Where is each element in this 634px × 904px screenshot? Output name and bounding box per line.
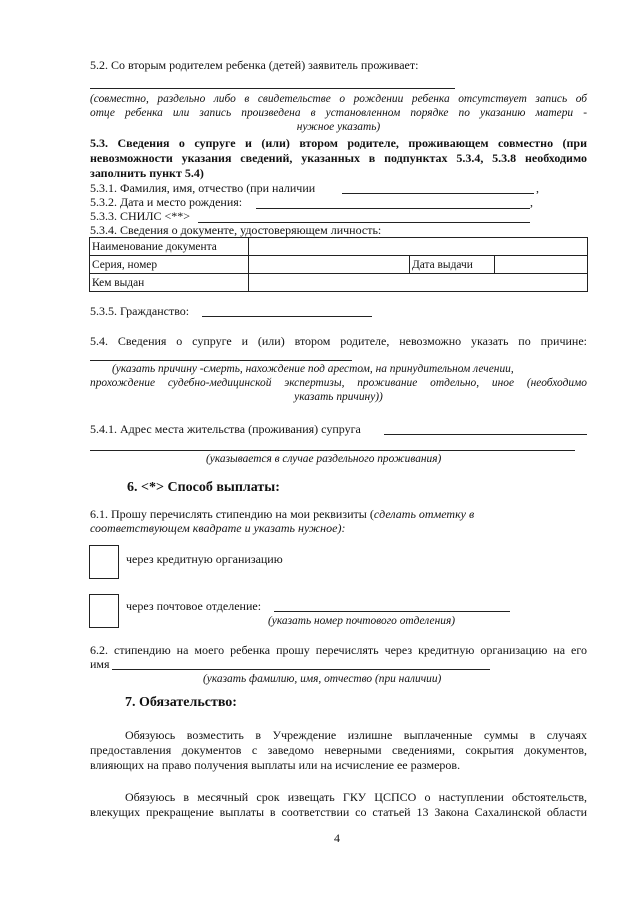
post-option-label: через почтовое отделение: [126,599,262,613]
citizenship-label: 5.3.5. Гражданство: [90,304,190,318]
fio-comma: , [536,181,539,195]
s54-label: 5.4. Сведения о супруге и (или) втором родителе, невозможно указать по причине: [90,334,587,348]
s7-heading: 7. Обязательство: [125,695,237,710]
s54-hint-line3: указать причину)) [294,391,383,403]
birth-label: 5.3.2. Дата и место рождения: [90,195,243,209]
birth-comma: , [530,195,533,209]
doc-label: 5.3.4. Сведения о документе, удостоверяющем личность: [90,223,382,237]
address-field-line2[interactable] [90,450,575,451]
p61-plain: 6.1. Прошу перечислять стипендию на мои реквизиты ( [90,507,374,521]
doc-name-cell[interactable] [249,238,588,256]
doc-name-label: Наименование документа [90,238,249,256]
child-name-field[interactable] [112,669,490,670]
s54-hint-line1: (указать причину -смерть, нахождение под арестом, на принудительном лечении, [112,363,514,375]
s7-p2-line1: Обязуюсь в месячный срок извещать ГКУ ЦСПСО о наступлении обстоятельств, [125,790,587,804]
s52-hint-line1: (совместно, раздельно либо в свидетельстве о рождении ребенка отсутствует запись об [90,93,587,105]
fio-label: 5.3.1. Фамилия, имя, отчество (при наличии [90,181,316,195]
p61-italic: сделать отметку в [373,507,475,521]
s53-heading-line2: невозможности указания сведений, указанных в подпунктах 5.3.4, 5.3.8 необходимо [90,151,587,165]
s52-label: 5.2. Со вторым родителем ребенка (детей) заявитель проживает: [90,58,419,72]
post-option-checkbox[interactable] [89,594,119,628]
s7-p1-line3: влияющих на право получения выплаты или на исчисление ее размеров. [90,758,461,772]
snils-label: 5.3.3. СНИЛС <**> [90,209,191,223]
s54-reason-field[interactable] [90,360,352,361]
s7-p2-line2: влекущих прекращение выплаты в соответствии со статьей 13 Закона Сахалинской области [90,805,587,819]
table-row [90,274,588,292]
s54-hint-line2: прохождение судебно-медицинской экспертизы, проживание отдельно, иное (необходимо [90,377,587,389]
s6-heading: 6. <*> Способ выплаты: [127,480,280,495]
s53-heading-line3: заполнить пункт 5.4) [90,166,204,180]
s52-hint-line2: отце ребенка или запись произведена в установленном порядке по указанию матери - [90,107,587,119]
address-hint: (указывается в случае раздельного проживания) [206,453,442,465]
p61-line1 [90,507,474,522]
s53-heading-line1: 5.3. Сведения о супруге и (или) втором родителе, проживающем совместно (при [90,136,587,150]
p62-line1: 6.2. стипендию на моего ребенка прошу перечислять через кредитную организацию на его [90,643,587,657]
identity-document-table [89,237,588,292]
table-row [90,256,588,274]
s7-p1-line2: предоставления документов с заведомо неверными сведениями, сокрытия документов, [90,743,587,757]
series-label: Серия, номер [90,256,249,274]
p62-line2: имя [90,657,110,671]
bank-option-checkbox[interactable] [89,545,119,579]
address-label: 5.4.1. Адрес места жительства (проживания) супруга [90,422,361,436]
s52-answer-line[interactable] [90,88,455,89]
address-field[interactable] [384,434,587,435]
issued-by-cell[interactable] [249,274,588,292]
page-number: 4 [334,831,340,845]
issue-date-cell[interactable] [495,256,588,274]
s52-hint-line3: нужное указать) [296,121,381,133]
series-cell[interactable] [249,256,410,274]
p62-hint: (указать фамилию, имя, отчество (при наличии) [203,673,442,685]
post-office-hint: (указать номер почтового отделения) [268,615,456,627]
issued-by-label: Кем выдан [90,274,249,292]
issue-date-label: Дата выдачи [410,256,495,274]
bank-option-label: через кредитную организацию [126,552,283,566]
birth-field[interactable] [256,208,530,209]
s7-p1-line1: Обязуюсь возместить в Учреждение излишне выплаченные суммы в случаях [125,728,587,742]
citizenship-field[interactable] [202,316,372,317]
post-office-field[interactable] [274,611,510,612]
p61-line2: соответствующем квадрате и указать нужное): [90,521,346,535]
fio-field[interactable] [342,193,534,194]
table-row [90,238,588,256]
